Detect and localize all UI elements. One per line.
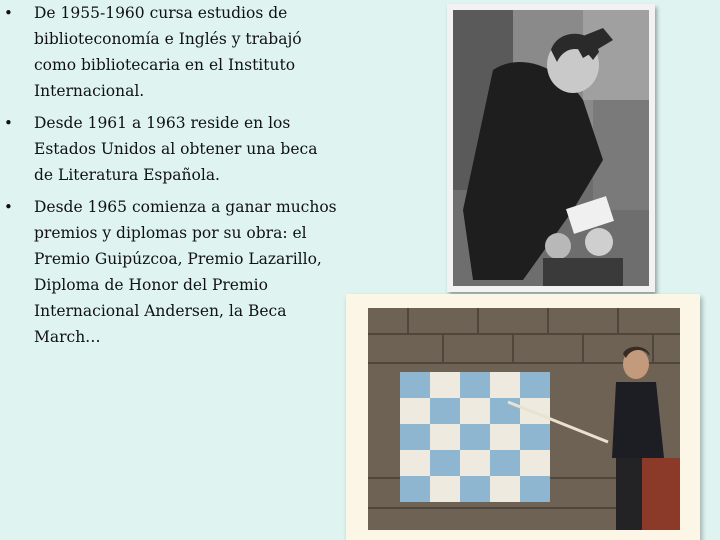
bullet-marker: • bbox=[4, 114, 13, 132]
bullet-marker: • bbox=[4, 198, 13, 216]
photo-color-image bbox=[368, 308, 680, 530]
bullet-text: Desde 1961 a 1963 reside en los Estados Unidos al obtener una beca de Literatura Española. bbox=[34, 114, 318, 184]
photo-color-woman-pointing-at-poster bbox=[346, 294, 700, 540]
photo-bw-woman-with-children bbox=[447, 4, 655, 292]
photo-bw-image bbox=[453, 10, 649, 286]
bullet-marker: • bbox=[4, 4, 13, 22]
bullet-text: De 1955-1960 cursa estudios de biblioteconomía e Inglés y trabajó como bibliotecaria en el Instituto Internacional. bbox=[34, 4, 302, 100]
bullet-list bbox=[4, 0, 339, 356]
bullet-text: Desde 1965 comienza a ganar muchos premios y diplomas por su obra: el Premio Guipúzcoa, Premio Lazarillo, Diploma de Honor del Premio Internacional Andersen, la Beca March… bbox=[34, 198, 337, 346]
bullet-item-1 bbox=[4, 0, 339, 104]
bullet-item-2 bbox=[4, 110, 339, 188]
bullet-item-3 bbox=[4, 194, 339, 350]
